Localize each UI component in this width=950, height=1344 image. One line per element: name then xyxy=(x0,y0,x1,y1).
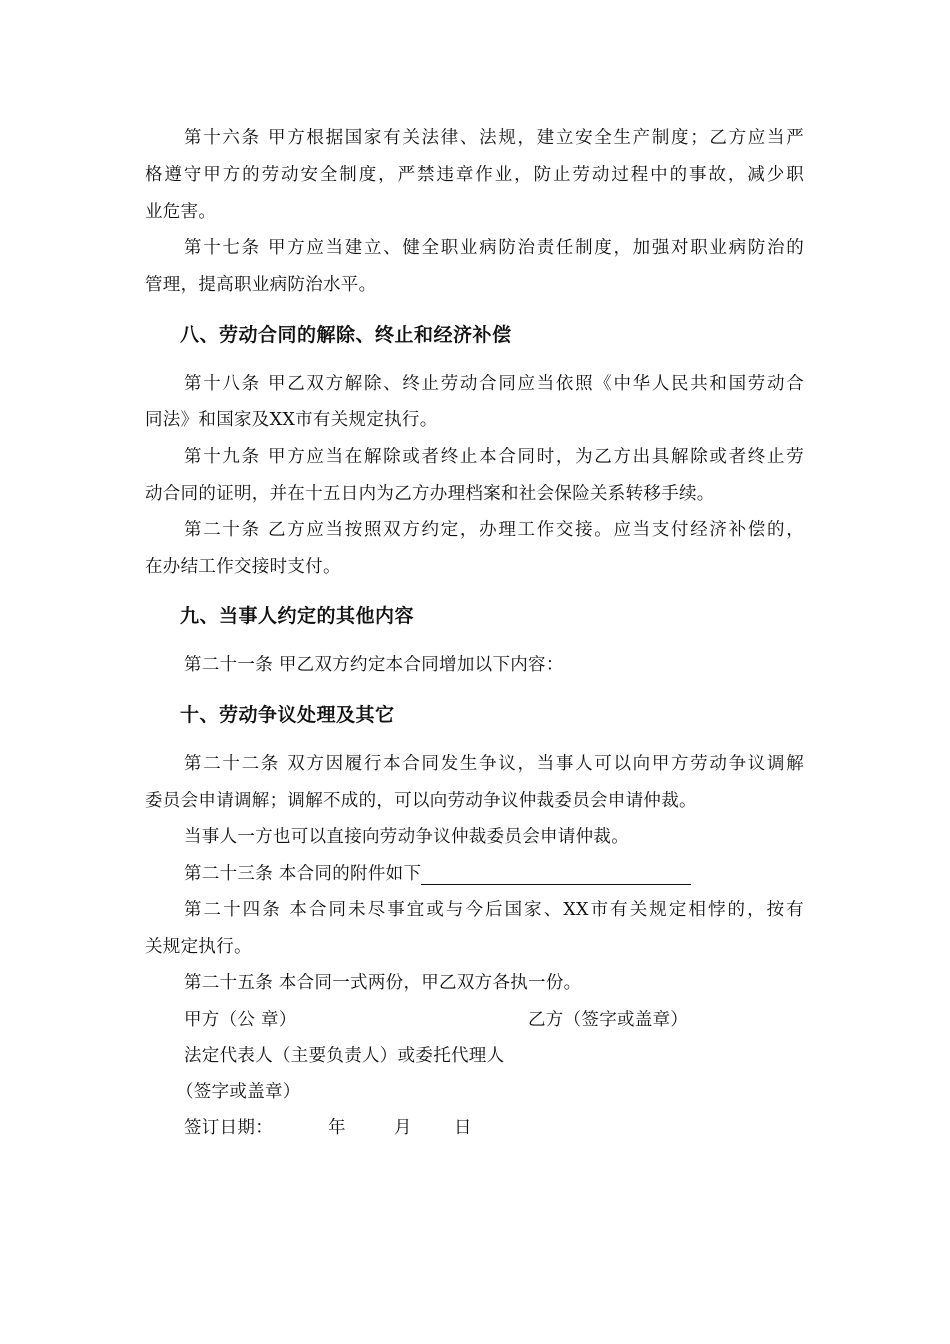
signing-date-day: 日 xyxy=(454,1118,472,1138)
article-24-line-1: 第二十四条 本合同未尽事宜或与今后国家、XX市有关规定相悖的，按有 xyxy=(184,900,804,920)
article-17-line-2: 管理，提高职业病防治水平。 xyxy=(145,275,377,295)
representative-label: 法定代表人（主要负责人）或委托代理人 xyxy=(184,1046,505,1066)
article-22-line-2: 委员会申请调解；调解不成的，可以向劳动争议仲裁委员会申请仲裁。 xyxy=(145,791,697,811)
article-16-line-3: 业危害。 xyxy=(145,202,217,222)
representative-sign-label: （签字或盖章） xyxy=(176,1082,301,1102)
party-b-sign-label: 乙方（签字或盖章） xyxy=(528,1010,689,1030)
signing-date-year: 年 xyxy=(328,1118,346,1138)
article-16-line-2: 格遵守甲方的劳动安全制度，严禁违章作业，防止劳动过程中的事故，减少职 xyxy=(145,165,804,185)
section-9-heading: 九、当事人约定的其他内容 xyxy=(180,605,415,627)
article-20-line-1: 第二十条 乙方应当按照双方约定，办理工作交接。应当支付经济补偿的， xyxy=(184,520,804,540)
article-18-line-2: 同法》和国家及XX市有关规定执行。 xyxy=(145,410,438,430)
signing-date-month: 月 xyxy=(394,1118,412,1138)
article-16-line-1: 第十六条 甲方根据国家有关法律、法规，建立安全生产制度；乙方应当严 xyxy=(184,128,804,148)
article-23-text: 第二十三条 本合同的附件如下 xyxy=(184,864,422,884)
article-19-line-1: 第十九条 甲方应当在解除或者终止本合同时，为乙方出具解除或者终止劳 xyxy=(184,447,804,467)
article-17-line-1: 第十七条 甲方应当建立、健全职业病防治责任制度，加强对职业病防治的 xyxy=(184,238,804,258)
party-a-seal-label: 甲方（公 章） xyxy=(184,1010,297,1030)
article-22-line-3: 当事人一方也可以直接向劳动争议仲裁委员会申请仲裁。 xyxy=(184,827,629,847)
article-21-line-1: 第二十一条 甲乙双方约定本合同增加以下内容： xyxy=(184,655,564,675)
attachment-blank-line xyxy=(421,866,691,885)
article-23-line-1 xyxy=(184,863,691,885)
article-19-line-2: 动合同的证明，并在十五日内为乙方办理档案和社会保险关系转移手续。 xyxy=(145,484,715,504)
article-24-line-2: 关规定执行。 xyxy=(145,937,252,957)
article-25-line-1: 第二十五条 本合同一式两份，甲乙双方各执一份。 xyxy=(184,973,582,993)
section-10-heading: 十、劳动争议处理及其它 xyxy=(180,704,395,726)
signing-date-label: 签订日期： xyxy=(184,1118,273,1138)
article-20-line-2: 在办结工作交接时支付。 xyxy=(145,557,341,577)
article-22-line-1: 第二十二条 双方因履行本合同发生争议，当事人可以向甲方劳动争议调解 xyxy=(184,754,804,774)
section-8-heading: 八、劳动合同的解除、终止和经济补偿 xyxy=(180,324,512,346)
article-18-line-1: 第十八条 甲乙双方解除、终止劳动合同应当依照《中华人民共和国劳动合 xyxy=(184,374,804,394)
